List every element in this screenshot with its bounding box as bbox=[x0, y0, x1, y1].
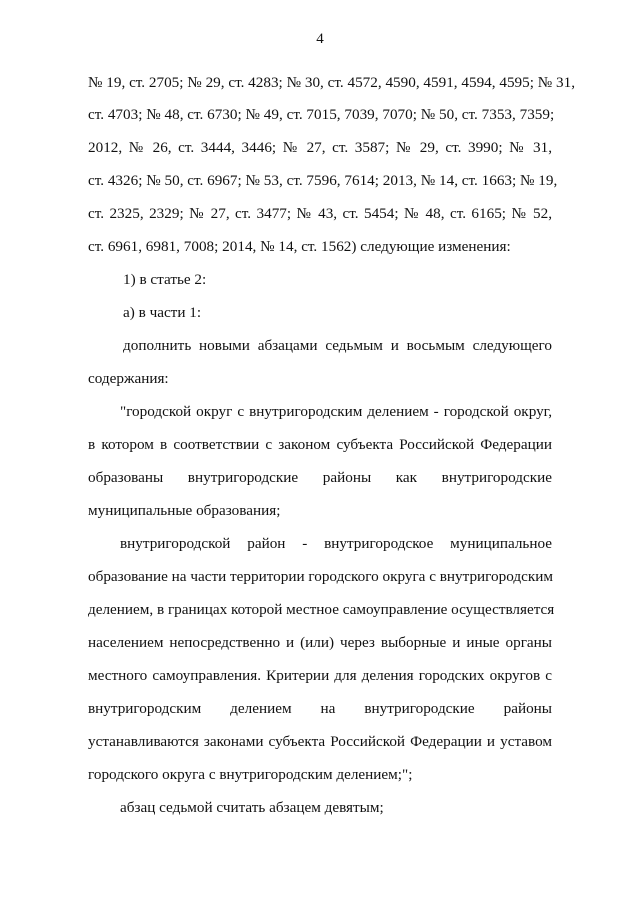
quoted-line: муниципальные образования; bbox=[88, 502, 281, 519]
list-item-subheading: а) в части 1: bbox=[123, 304, 202, 321]
quoted-line: делением, в границах которой местное самоуправление осуществляется bbox=[88, 601, 555, 618]
quoted-line: внутригородским делением на внутригородские районы bbox=[88, 700, 552, 717]
text-line: № 19, ст. 2705; № 29, ст. 4283; № 30, ст. 4572, 4590, 4591, 4594, 4595; № 31, bbox=[88, 74, 576, 91]
paragraph-line: дополнить новыми абзацами седьмым и восьмым следующего bbox=[123, 337, 552, 354]
quoted-line: устанавливаются законами субъекта Российской Федерации и уставом bbox=[88, 733, 552, 750]
quoted-line: в котором в соответствии с законом субъекта Российской Федерации bbox=[88, 436, 552, 453]
quoted-line: образование на части территории городского округа с внутригородским bbox=[88, 568, 553, 585]
quoted-line: городского округа с внутригородским делением;"; bbox=[88, 766, 413, 783]
text-line: ст. 2325, 2329; № 27, ст. 3477; № 43, ст. 5454; № 48, ст. 6165; № 52, bbox=[88, 205, 552, 222]
quoted-line: внутригородской район - внутригородское муниципальное bbox=[120, 535, 552, 552]
text-line: ст. 4703; № 48, ст. 6730; № 49, ст. 7015, 7039, 7070; № 50, ст. 7353, 7359; bbox=[88, 106, 555, 123]
text-line: ст. 6961, 6981, 7008; 2014, № 14, ст. 1562) следующие изменения: bbox=[88, 238, 511, 255]
quoted-line: образованы внутригородские районы как внутригородские bbox=[88, 469, 552, 486]
page-number: 4 bbox=[316, 31, 324, 47]
quoted-line: "городской округ с внутригородским делением - городской округ, bbox=[120, 403, 552, 420]
text-line: ст. 4326; № 50, ст. 6967; № 53, ст. 7596, 7614; 2013, № 14, ст. 1663; № 19, bbox=[88, 172, 558, 189]
text-line: 2012, № 26, ст. 3444, 3446; № 27, ст. 3587; № 29, ст. 3990; № 31, bbox=[88, 139, 552, 156]
paragraph-line: абзац седьмой считать абзацем девятым; bbox=[120, 799, 384, 816]
list-item-heading: 1) в статье 2: bbox=[123, 271, 207, 288]
paragraph-line: содержания: bbox=[88, 370, 169, 387]
quoted-line: местного самоуправления. Критерии для деления городских округов с bbox=[88, 667, 552, 684]
quoted-line: населением непосредственно и (или) через выборные и иные органы bbox=[88, 634, 552, 651]
